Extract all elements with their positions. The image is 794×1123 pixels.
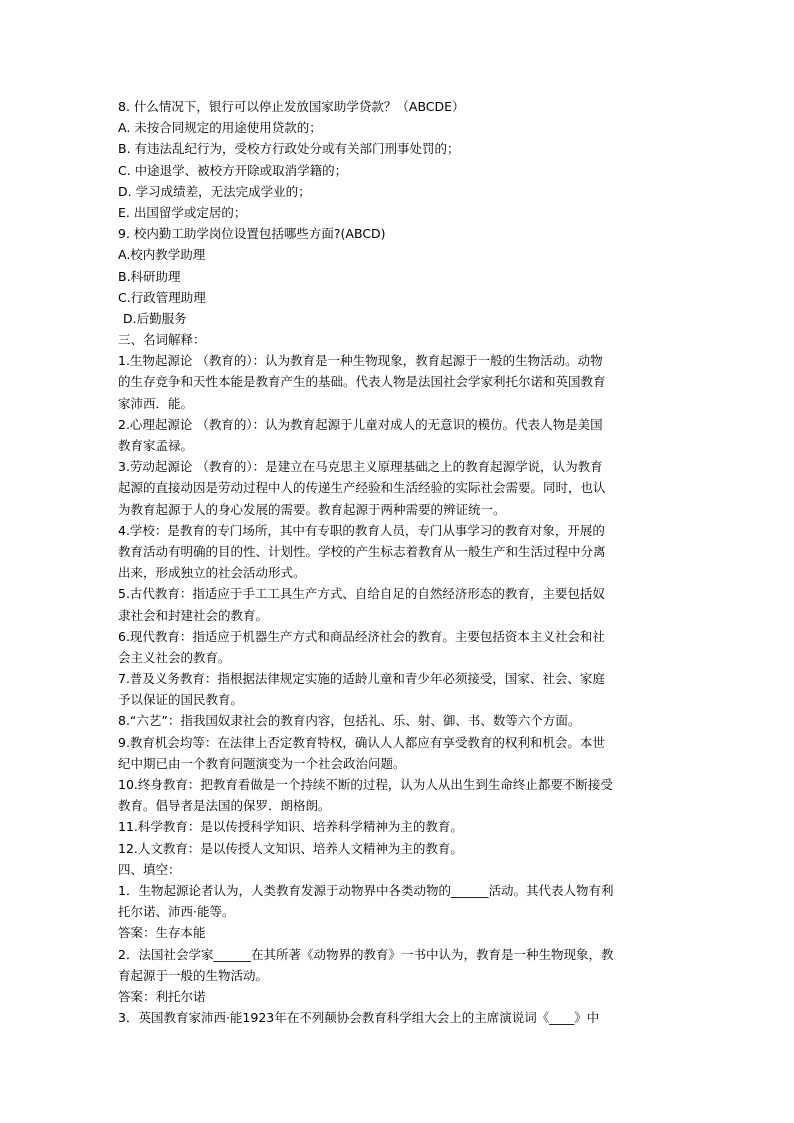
definition-text: 12.人文教育：是以传授人文知识、培养人文精神为主的教育。: [118, 840, 463, 856]
option-d: D. 学习成绩差，无法完成学业的；: [118, 183, 311, 199]
definition-text: 隶社会和封建社会的教育。: [118, 607, 269, 623]
definition-text: 教育活动有明确的目的性、计划性。学校的产生标志着教育从一般生产和生活过程中分离: [118, 543, 606, 559]
document-body: [118, 96, 678, 1028]
fill-in-question: 托尔诺、沛西·能等。: [118, 904, 235, 920]
definition-text: 3.劳动起源论 （教育的）：是建立在马克思主义原理基础之上的教育起源学说，认为教育: [118, 459, 603, 475]
option-e: E. 出国留学或定居的；: [118, 204, 247, 220]
definition-text: 教育家孟禄。: [118, 438, 194, 453]
definition-text: 教育。倡导者是法国的保罗．朗格朗。: [118, 798, 331, 814]
definition-text: 2.心理起源论 （教育的）：认为教育起源于儿童对成人的无意识的模仿。代表人物是美国: [118, 416, 603, 432]
fill-in-question: 3．英国教育家沛西·能1923年在不列颠协会教育科学组大会上的主席演说词《____》中: [118, 1010, 600, 1026]
definition-text: 起源的直接动因是劳动过程中人的传递生产经验和生活经验的实际社会需要。同时，也认: [118, 480, 606, 496]
definition-text: 6.现代教育：指适应于机器生产方式和商品经济社会的教育。主要包括资本主义社会和社: [118, 628, 605, 644]
definition-text: 4.学校：是教育的专门场所，其中有专职的教育人员，专门从事学习的教育对象，开展的: [118, 522, 605, 538]
definition-text: 8.“六艺”：指我国奴隶社会的教育内容，包括礼、乐、射、御、书、数等六个方面。: [118, 713, 581, 729]
fill-in-question: 1．生物起源论者认为，人类教育发源于动物界中各类动物的______活动。其代表人物有利: [118, 882, 614, 898]
fill-in-question: 2．法国社会学家______在其所著《动物界的教育》一书中认为，教育是一种生物现象，教: [118, 946, 614, 962]
option-d: D.后勤服务: [123, 310, 187, 326]
definition-text: 11.科学教育：是以传授科学知识、培养科学精神为主的教育。: [118, 819, 463, 835]
option-a: A. 未按合同规定的用途使用贷款的；: [118, 120, 322, 136]
definition-text: 1.生物起源论 （教育的）：认为教育是一种生物现象，教育起源于一般的生物活动。动物: [118, 353, 603, 369]
option-c: C.行政管理助理: [118, 289, 206, 305]
answer-text: 答案：生存本能: [118, 925, 206, 941]
option-b: B.科研助理: [118, 268, 181, 284]
option-c: C. 中途退学、被校方开除或取消学籍的；: [118, 162, 348, 178]
section-heading-fill-in: 四、填空：: [118, 861, 181, 877]
definition-text: 7.普及义务教育：指根据法律规定实施的适龄儿童和青少年必须接受，国家、社会、家庭: [118, 671, 605, 687]
definition-text: 的生存竞争和天性本能是教育产生的基础。代表人物是法国社会学家利托尔诺和英国教育: [118, 374, 606, 390]
question-8: 8. 什么情况下，银行可以停止发放国家助学贷款？（ABCDE）: [118, 99, 465, 114]
definition-text: 为教育起源于人的身心发展的需要。教育起源于两种需要的辨证统一。: [118, 501, 506, 517]
definition-text: 会主义社会的教育。: [118, 649, 231, 665]
fill-in-question: 育起源于一般的生物活动。: [118, 967, 269, 983]
answer-text: 答案：利托尔诺: [118, 988, 206, 1004]
definition-text: 5.古代教育：指适应于手工工具生产方式、自给自足的自然经济形态的教育，主要包括奴: [118, 586, 605, 602]
option-a: A.校内教学助理: [118, 247, 206, 263]
definition-text: 家沛西．能。: [118, 395, 194, 411]
option-b: B. 有违法乱纪行为，受校方行政处分或有关部门刑事处罚的；: [118, 141, 460, 157]
definition-text: 予以保证的国民教育。: [118, 692, 244, 708]
section-heading-definitions: 三、名词解释：: [118, 332, 206, 348]
question-9: 9. 校内勤工助学岗位设置包括哪些方面?(ABCD): [118, 226, 386, 242]
definition-text: 纪中期已由一个教育问题演变为一个社会政治问题。: [118, 755, 406, 771]
definition-text: 出来，形成独立的社会活动形式。: [118, 565, 306, 581]
definition-text: 9.教育机会均等：在法律上否定教育特权，确认人人都应有享受教育的权利和机会。本世: [118, 734, 605, 750]
definition-text: 10.终身教育：把教育看做是一个持续不断的过程，认为人从出生到生命终止都要不断接受: [118, 777, 613, 792]
